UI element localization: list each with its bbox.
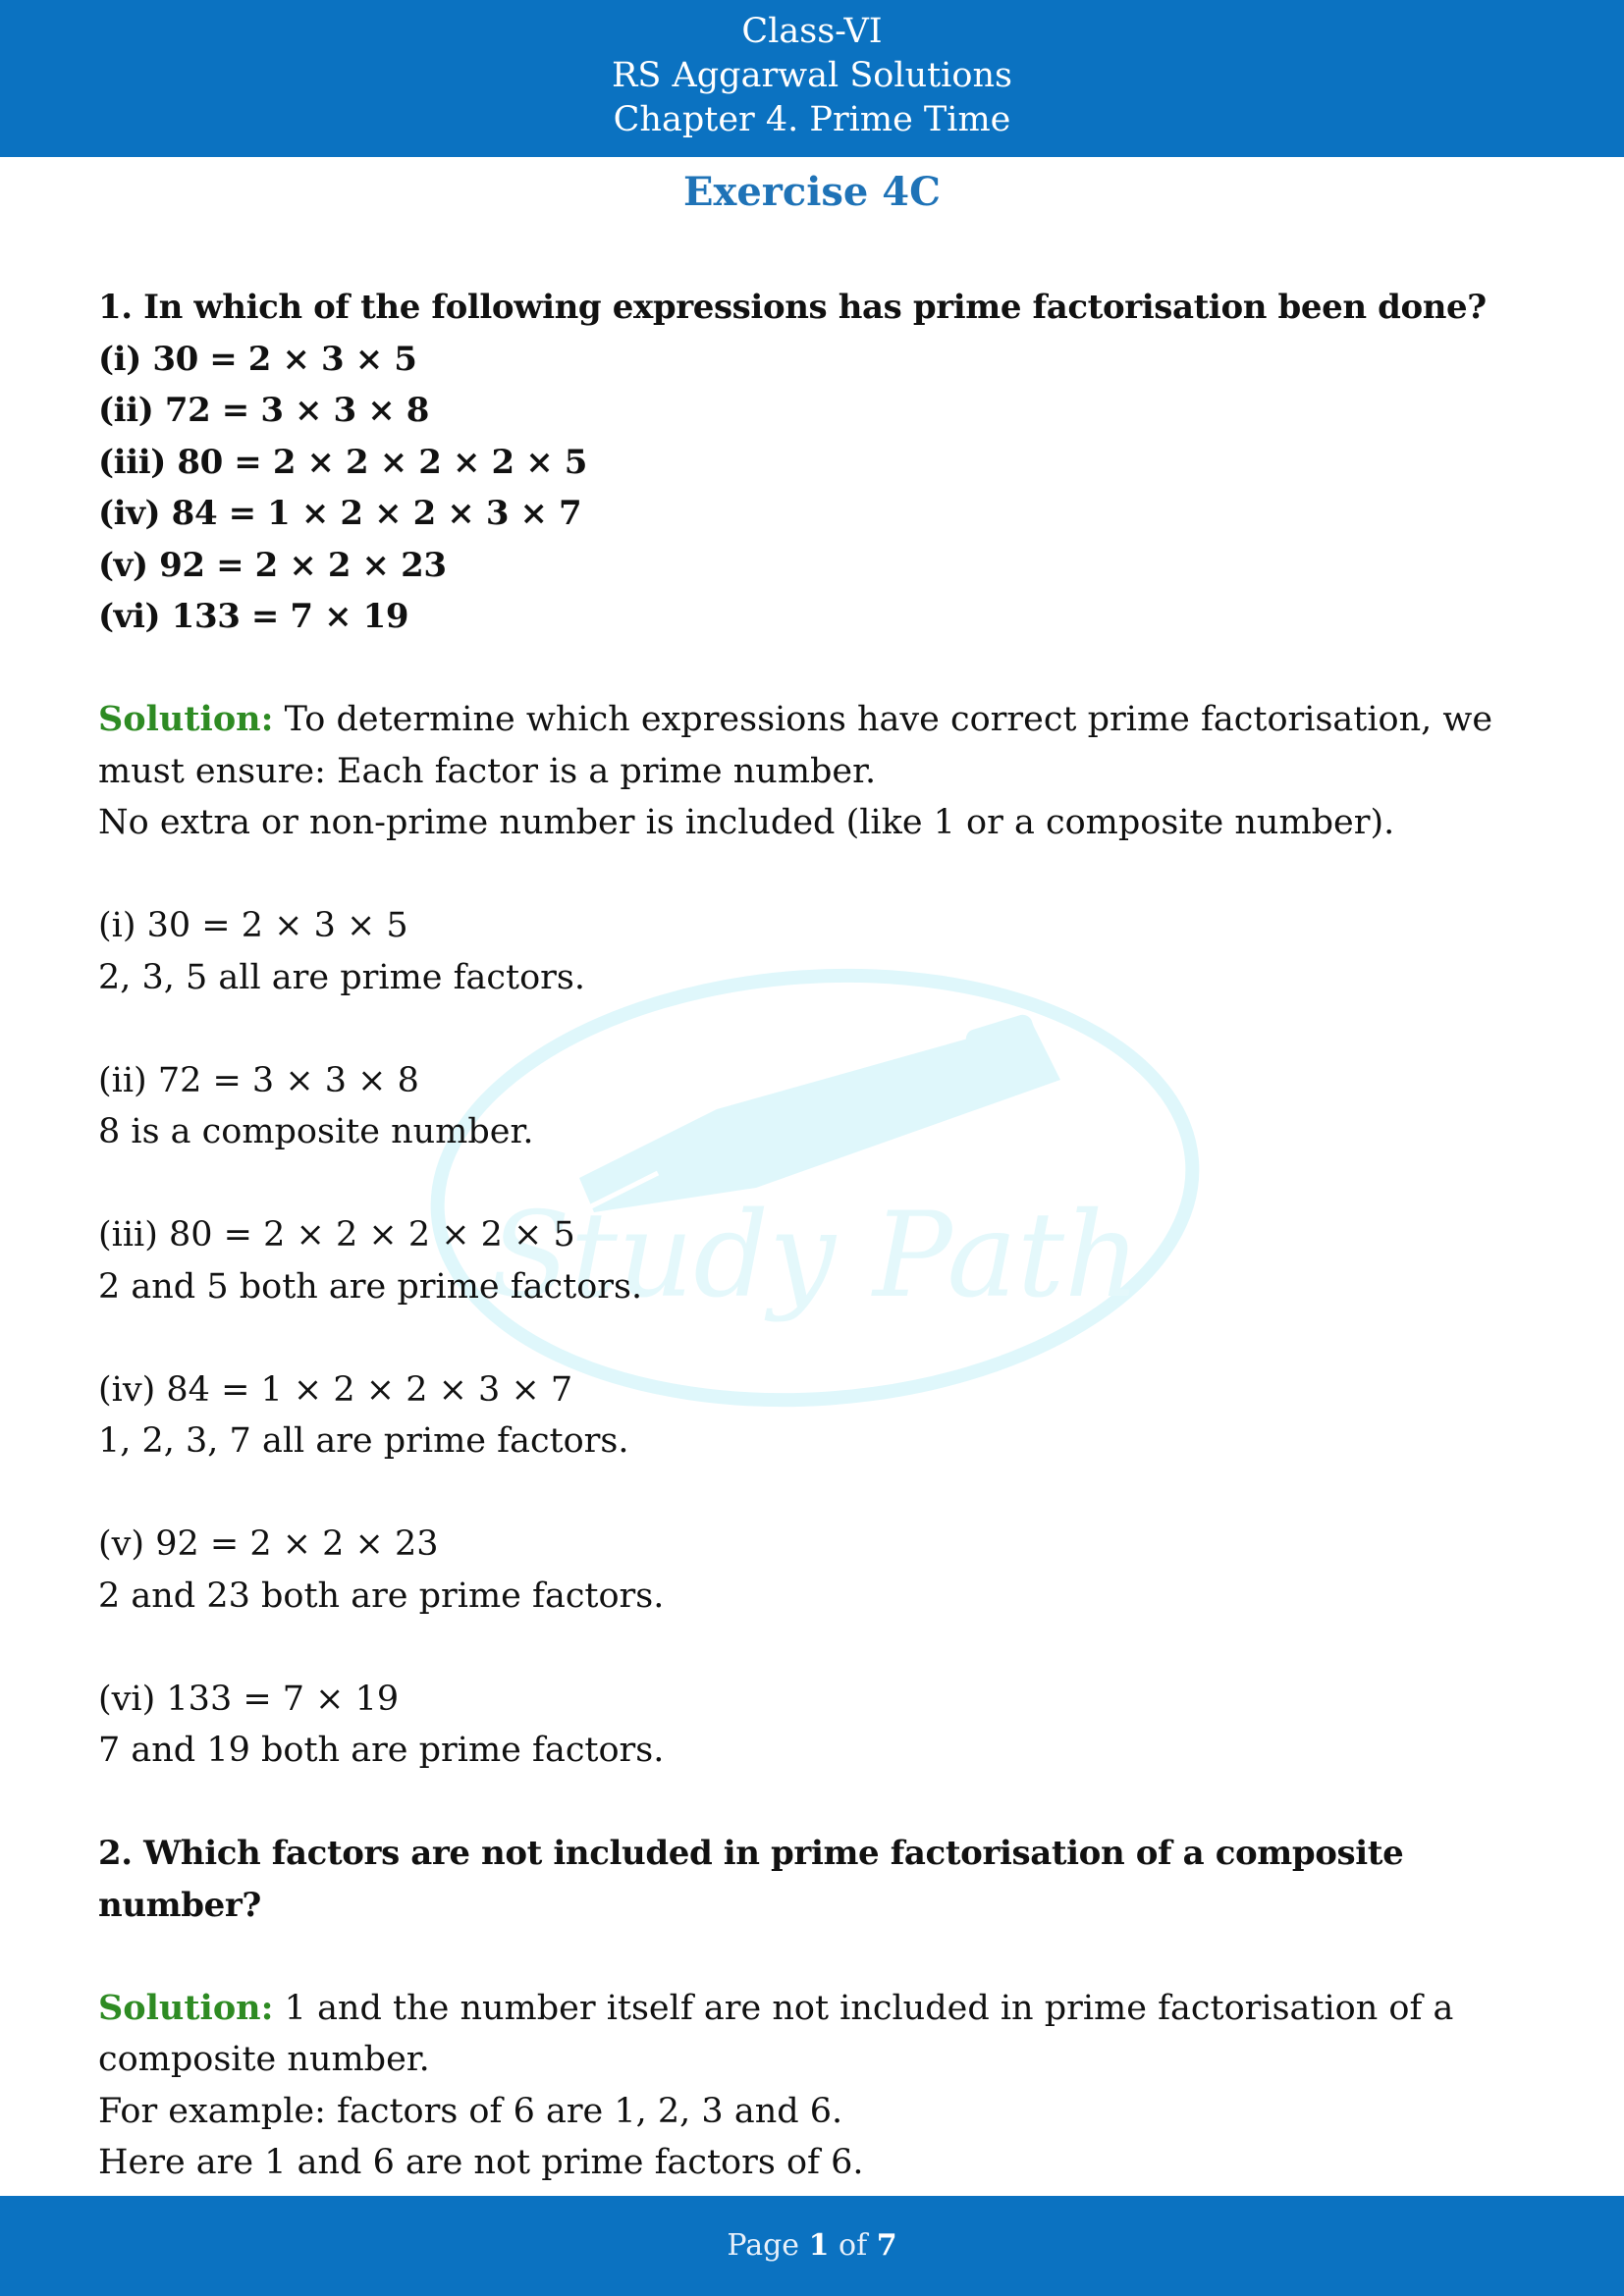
- solution-1-intro-2: No extra or non-prime number is included (like 1 or a composite number).: [98, 803, 1395, 842]
- question-1-option: (ii) 72 = 3 × 3 × 8: [98, 391, 430, 430]
- solution-2-conclusion: Here are 1 and 6 are not prime factors of 6.: [98, 2143, 864, 2182]
- footer-of-word: of: [839, 2228, 868, 2263]
- footer-total-pages: 7: [876, 2228, 897, 2263]
- solution-part-expression: (iii) 80 = 2 × 2 × 2 × 2 × 5: [98, 1215, 575, 1255]
- solution-1-intro: [98, 694, 1551, 797]
- solution-label: Solution:: [98, 699, 274, 739]
- page-content: [98, 282, 1551, 2189]
- header-chapter: Chapter 4. Prime Time: [613, 100, 1011, 139]
- solution-2-example: For example: factors of 6 are 1, 2, 3 and 6.: [98, 2091, 843, 2131]
- solution-part-expression: (vi) 133 = 7 × 19: [98, 1679, 400, 1719]
- solution-2-text: [98, 1983, 1551, 2086]
- question-1-option: (vi) 133 = 7 × 19: [98, 597, 409, 636]
- exercise-title: Exercise 4C: [683, 169, 941, 215]
- footer-page-word: Page: [727, 2228, 800, 2263]
- solution-part-note: 2 and 5 both are prime factors.: [98, 1266, 643, 1307]
- solution-1-text: To determine which expressions have correct prime factorisation, we must ensure: Each factor is a prime number.: [98, 700, 1493, 791]
- solution-part-expression: (i) 30 = 2 × 3 × 5: [98, 906, 408, 945]
- solution-label: Solution:: [98, 1987, 274, 2028]
- solution-part-note: 7 and 19 both are prime factors.: [98, 1731, 665, 1770]
- solution-part-expression: (v) 92 = 2 × 2 × 23: [98, 1524, 439, 1564]
- solution-part-note: 2 and 23 both are prime factors.: [98, 1575, 665, 1616]
- solution-part-note: 8 is a composite number.: [98, 1112, 534, 1151]
- header-class: Class-VI: [741, 12, 883, 51]
- solution-part-note: 2, 3, 5 all are prime factors.: [98, 957, 585, 997]
- solution-2-body: 1 and the number itself are not included in prime factorisation of a composite number.: [98, 1988, 1454, 2079]
- footer-current-page: 1: [808, 2228, 830, 2263]
- question-1-option: (iii) 80 = 2 × 2 × 2 × 2 × 5: [98, 442, 587, 482]
- question-1-option: (v) 92 = 2 × 2 × 23: [98, 545, 447, 585]
- header-book: RS Aggarwal Solutions: [612, 56, 1012, 95]
- page-header: [0, 0, 1624, 157]
- question-2: 2. Which factors are not included in prime factorisation of a composite number?: [98, 1834, 1404, 1925]
- page-footer: [0, 2196, 1624, 2296]
- question-1-option: (iv) 84 = 1 × 2 × 2 × 3 × 7: [98, 494, 582, 533]
- question-1-option: (i) 30 = 2 × 3 × 5: [98, 339, 417, 379]
- solution-part-expression: (ii) 72 = 3 × 3 × 8: [98, 1060, 419, 1100]
- solution-part-expression: (iv) 84 = 1 × 2 × 2 × 3 × 7: [98, 1369, 573, 1410]
- watermark-text: Study Path: [489, 1188, 1141, 1324]
- question-1: 1. In which of the following expressions has prime factorisation been done?: [98, 288, 1487, 327]
- solution-part-note: 1, 2, 3, 7 all are prime factors.: [98, 1421, 629, 1461]
